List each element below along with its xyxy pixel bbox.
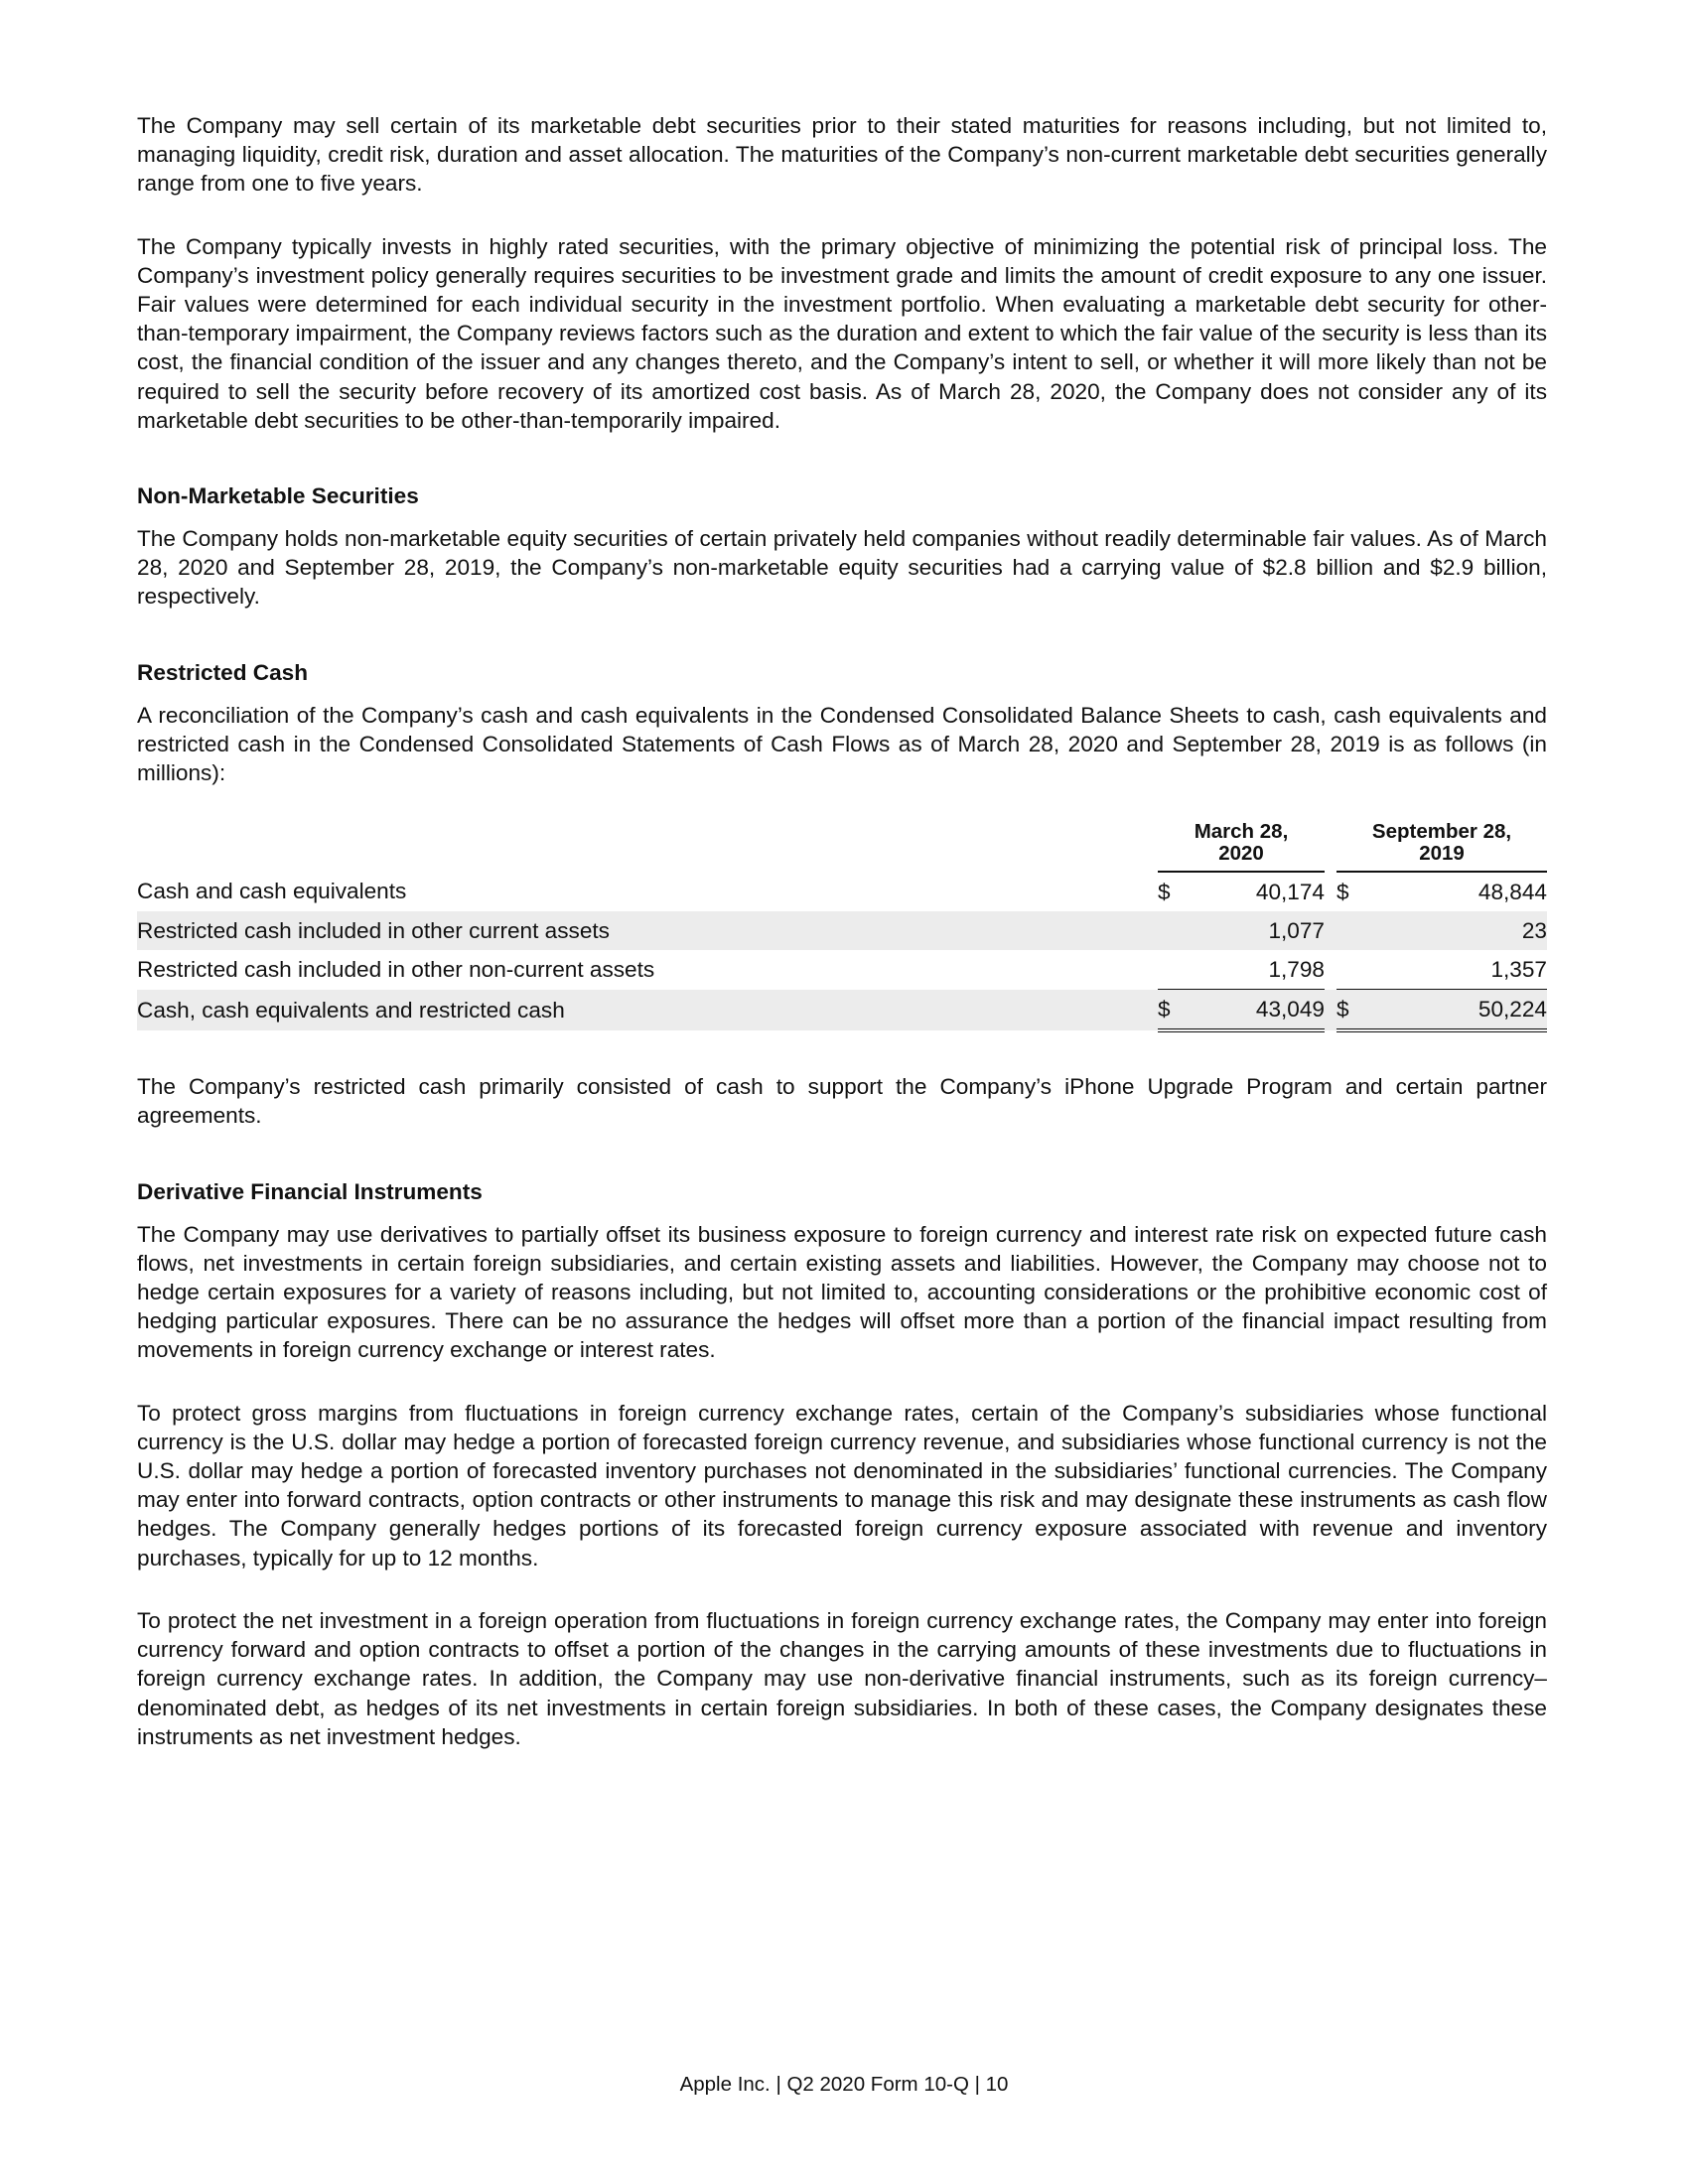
paragraph-investment-policy: The Company typically invests in highly rated securities, with the primary objective of minimizing the potential risk of principal loss. The Company’s investment policy generally requires securities to be investment grade and limits the amount of credit exposure to any one issuer. Fair values were determined for each individual security in the investment portfolio. When evaluating a marketable debt security for other-than-temporary impairment, the Company reviews factors such as the duration and extent to which the fair value of the security is less than its cost, the financial condition of the issuer and any changes thereto, and the Company’s intent to sell, or whether it will more likely than not be required to sell the security before recovery of its amortized cost basis. As of March 28, 2020, the Company does not consider any of its marketable debt securities to be other-than-temporarily impaired.	[137, 233, 1547, 433]
currency-symbol: $	[1336, 990, 1356, 1031]
row-label: Cash, cash equivalents and restricted cash	[137, 990, 1158, 1031]
paragraph-maturities: The Company may sell certain of its marketable debt securities prior to their stated maturities for reasons including, but not limited to, managing liquidity, credit risk, duration and asset allocation. The maturities of the Company’s non-current marketable debt securities generally range from one to five years.	[137, 113, 1547, 197]
paragraph-restricted-cash-note: The Company’s restricted cash primarily consisted of cash to support the Company’s iPhone Upgrade Program and certain partner agreements.	[137, 1074, 1547, 1129]
table-header-row	[137, 813, 1547, 872]
table-row-total	[137, 990, 1547, 1031]
value-september-2019: 23	[1356, 911, 1547, 950]
column-header-september-2019: September 28, 2019	[1336, 813, 1547, 872]
currency-symbol: $	[1158, 879, 1171, 904]
column-header-march-2020: March 28, 2020	[1158, 813, 1325, 872]
paragraph-derivatives-3: To protect the net investment in a foreign operation from fluctuations in foreign currency exchange rates, the Company may enter into foreign currency forward and option contracts to offset a portion of the changes in the carrying amounts of these investments due to fluctuations in foreign currency exchange rates. In addition, the Company may use non-derivative financial instruments, such as its foreign currency–denominated debt, as hedges of its net investments in certain foreign subsidiaries. In both of these cases, the Company designates these instruments as net investment hedges.	[137, 1607, 1547, 1749]
paragraph-derivatives-2: To protect gross margins from fluctuations in foreign currency exchange rates, certain of the Company’s subsidiaries whose functional currency is the U.S. dollar may hedge a portion of forecasted foreign currency revenue, and subsidiaries whose functional currency is not the U.S. dollar may hedge a portion of forecasted inventory purchases not denominated in the subsidiaries’ functional currencies. The Company may enter into forward contracts, option contracts or other instruments to manage this risk and may designate these instruments as cash flow hedges. The Company generally hedges portions of its forecasted foreign currency exposure associated with revenue and inventory purchases, typically for up to 12 months.	[137, 1400, 1547, 1570]
row-label: Cash and cash equivalents	[137, 879, 407, 904]
paragraph-non-marketable: The Company holds non-marketable equity securities of certain privately held companies without readily determinable fair values. As of March 28, 2020 and September 28, 2019, the Company’s non-marketable equity securities had a carrying value of $2.8 billion and $2.9 billion, respectively.	[137, 526, 1547, 610]
value-march-2020: 40,174	[1255, 879, 1325, 904]
row-label: Restricted cash included in other non-current assets	[137, 957, 655, 982]
table-row	[137, 950, 1547, 990]
heading-derivatives: Derivative Financial Instruments	[137, 1178, 483, 1204]
document-page	[137, 111, 1547, 1751]
currency-symbol: $	[1158, 990, 1178, 1031]
table-row	[137, 911, 1547, 950]
heading-non-marketable: Non-Marketable Securities	[137, 483, 419, 509]
heading-restricted-cash: Restricted Cash	[137, 659, 309, 685]
paragraph-derivatives-1: The Company may use derivatives to partially offset its business exposure to foreign currency and interest rate risk on expected future cash flows, net investments in certain foreign subsidiaries, and certain existing assets and liabilities. However, the Company may choose not to hedge certain exposures for a variety of reasons including, but not limited to, accounting considerations or the prohibitive economic cost of hedging particular exposures. There can be no assurance the hedges will offset more than a portion of the financial impact resulting from movements in foreign currency exchange or interest rates.	[137, 1221, 1547, 1363]
table-row	[137, 872, 1547, 911]
value-march-2020: 43,049	[1178, 990, 1325, 1031]
value-september-2019: 1,357	[1490, 956, 1547, 982]
currency-symbol: $	[1336, 879, 1349, 904]
row-label: Restricted cash included in other current assets	[137, 911, 1158, 950]
value-september-2019: 50,224	[1356, 990, 1547, 1031]
paragraph-reconciliation-intro: A reconciliation of the Company’s cash and cash equivalents in the Condensed Consolidated Balance Sheets to cash, cash equivalents and restricted cash in the Condensed Consolidated Statements of Cash Flows as of March 28, 2020 and September 28, 2019 is as follows (in millions):	[137, 702, 1547, 786]
page-footer: Apple Inc. | Q2 2020 Form 10-Q | 10	[679, 2073, 1009, 2096]
value-march-2020: 1,798	[1268, 956, 1325, 982]
value-march-2020: 1,077	[1178, 911, 1325, 950]
value-september-2019: 48,844	[1477, 879, 1547, 904]
restricted-cash-table	[137, 813, 1547, 1032]
